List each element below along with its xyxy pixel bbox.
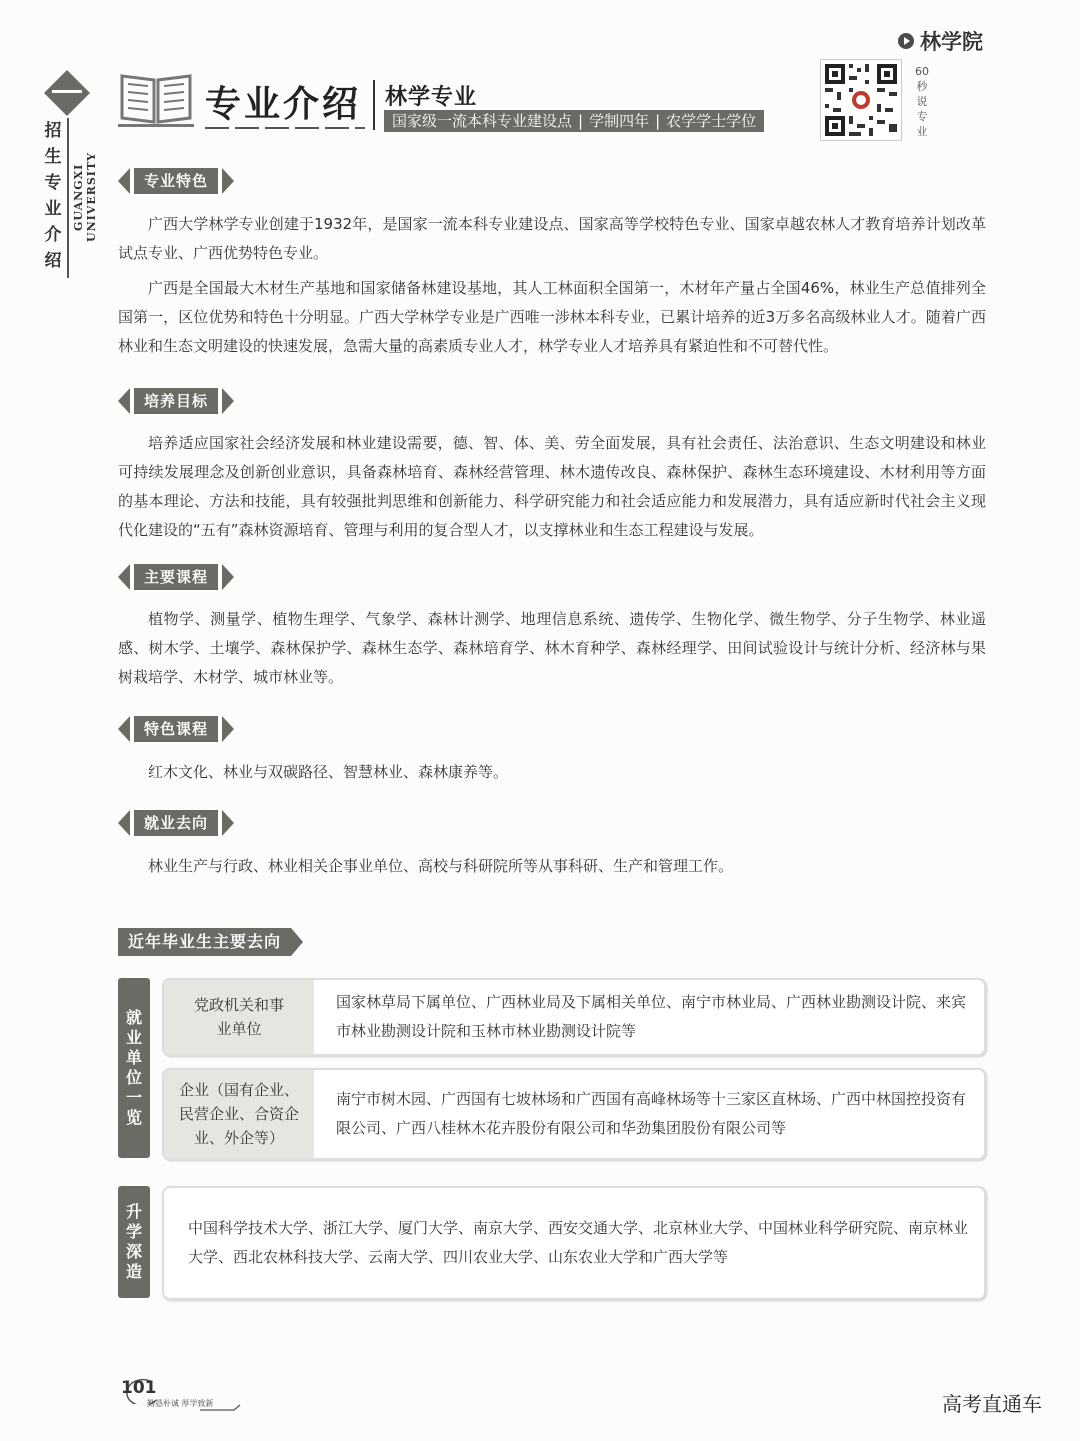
section-label-courses (118, 564, 234, 590)
advanced-study-vertical-label (118, 1186, 150, 1298)
major-tag: 农学学士学位 (666, 112, 757, 130)
advanced-study-detail (164, 1188, 984, 1298)
employment-category (164, 1070, 314, 1158)
page-number: 101 (121, 1378, 157, 1398)
graduates-label-text: 近年毕业生主要去向 (118, 928, 291, 956)
side-english-title: GUANGXI UNIVERSITY (72, 152, 98, 242)
left-arrow-icon (118, 810, 130, 836)
detail-text: 中国科学技术大学、浙江大学、厦门大学、南京大学、西安交通大学、北京林业大学、中国林业科学研究院、南京林业大学、西北农林科技大学、云南大学、四川农业大学、山东农业大学和广西大学等 (188, 1219, 969, 1266)
right-arrow-icon (222, 716, 234, 742)
college-label (898, 26, 983, 56)
section-label-text: 培养目标 (134, 388, 218, 414)
section-label-special-courses (118, 716, 234, 742)
right-arrow-icon (291, 928, 303, 956)
side-vertical-title (44, 118, 62, 274)
employment-row (162, 978, 986, 1056)
watermark: 高考直通车 (942, 1392, 1042, 1416)
career-paragraph: 林业生产与行政、林业相关企事业单位、高校与科研院所等从事科研、生产和管理工作。 (148, 857, 734, 875)
employment-detail (314, 980, 984, 1054)
footer-motto: 勤恳朴诚 厚学致新 (147, 1399, 214, 1408)
advanced-study-row (162, 1186, 986, 1300)
employment-detail (314, 1070, 984, 1158)
open-book-icon (118, 70, 194, 128)
features-paragraph: 广西是全国最大木材生产基地和国家储备林建设基地，其人工林面积全国第一，木材年产量占全国46%，林业生产总值排列全国第一，区位优势和特色十分明显。广西大学林学专业是广西唯一涉林本科专业，已累计培养的近3万多名高级林业人才。随着广西林业和生态文明建设的快速发展，急需大量的高素质专业人才，林学专业人才培养具有紧迫性和不可替代性。 (118, 279, 986, 355)
tag-separator: | (655, 112, 661, 130)
vertical-text: 招 生 专 业 介 绍 (44, 121, 62, 271)
employment-row (162, 1068, 986, 1160)
category-text: 党政机关和事业单位 (193, 996, 284, 1038)
tag-separator: | (578, 112, 584, 130)
right-arrow-icon (222, 564, 234, 590)
category-text: 企业（国有企业、民营企业、合资企业、外企等） (178, 1081, 299, 1147)
header-separator (373, 80, 375, 130)
play-circle-icon (898, 33, 914, 49)
major-tags-bar (384, 110, 764, 132)
special-courses-paragraph: 红木文化、林业与双碳路径、智慧林业、森林康养等。 (148, 763, 509, 781)
title-dash-line (205, 127, 365, 129)
right-arrow-icon (222, 388, 234, 414)
right-arrow-icon (222, 168, 234, 194)
graduates-label (118, 928, 303, 956)
section-label-features (118, 168, 234, 194)
side-divider (67, 118, 69, 278)
qr-caption: 60秒说专业 (915, 65, 929, 138)
vertical-text: 就 业 单 位 一 览 (125, 1008, 142, 1127)
section-label-goals (118, 388, 234, 414)
courses-paragraph: 植物学、测量学、植物生理学、气象学、森林计测学、地理信息系统、遗传学、生物化学、微生物学、分子生物学、林业遥感、树木学、土壤学、森林保护学、森林生态学、森林培育学、林木育种学、森林经理学、田间试验设计与统计分析、经济林与果树栽培学、木材学、城市林业等。 (118, 610, 986, 686)
qr-code-icon[interactable] (820, 59, 902, 141)
left-arrow-icon (118, 388, 130, 414)
section-label-career (118, 810, 234, 836)
section-label-text: 就业去向 (134, 810, 218, 836)
employment-vertical-label (118, 978, 150, 1158)
left-arrow-icon (118, 168, 130, 194)
detail-text: 国家林草局下属单位、广西林业局及下属相关单位、南宁市林业局、广西林业勘测设计院、来宾市林业勘测设计院和玉林市林业勘测设计院等 (336, 993, 967, 1040)
vertical-text: 升 学 深 造 (125, 1202, 142, 1281)
detail-text: 南宁市树木园、广西国有七坡林场和广西国有高峰林场等十三家区直林场、广西中林国控投资有限公司、广西八桂林木花卉股份有限公司和华劲集团股份有限公司等 (336, 1090, 967, 1137)
major-tag: 学制四年 (589, 112, 650, 130)
left-arrow-icon (118, 716, 130, 742)
page-title: 专业介绍 (205, 84, 362, 125)
section-label-text: 专业特色 (134, 168, 218, 194)
goals-paragraph: 培养适应国家社会经济发展和林业建设需要，德、智、体、美、劳全面发展，具有社会责任、法治意识、生态文明建设和林业可持续发展理念及创新创业意识，具备森林培育、森林经营管理、林木遗传改良、森林保护、森林生态环境建设、木材利用等方面的基本理论、方法和技能，具有较强批判思维和创新能力、科学研究能力和社会适应能力和发展潜力，具有适应新时代社会主义现代化建设的“五有”森林资源培育、管理与利用的复合型人才，以支撑林业和生态工程建设与发展。 (118, 434, 986, 539)
features-paragraph: 广西大学林学专业创建于1932年，是国家一流本科专业建设点、国家高等学校特色专业、国家卓越农林人才教育培养计划改革试点专业、广西优势特色专业。 (118, 215, 986, 262)
college-name: 林学院 (920, 30, 983, 54)
side-diamond-icon (44, 70, 90, 116)
major-name: 林学专业 (385, 85, 478, 110)
section-label-text: 主要课程 (134, 564, 218, 590)
left-arrow-icon (118, 564, 130, 590)
section-label-text: 特色课程 (134, 716, 218, 742)
major-tag: 国家级一流本科专业建设点 (392, 112, 573, 130)
employment-category (164, 980, 314, 1054)
right-arrow-icon (222, 810, 234, 836)
footer-underline-icon (200, 1404, 245, 1414)
